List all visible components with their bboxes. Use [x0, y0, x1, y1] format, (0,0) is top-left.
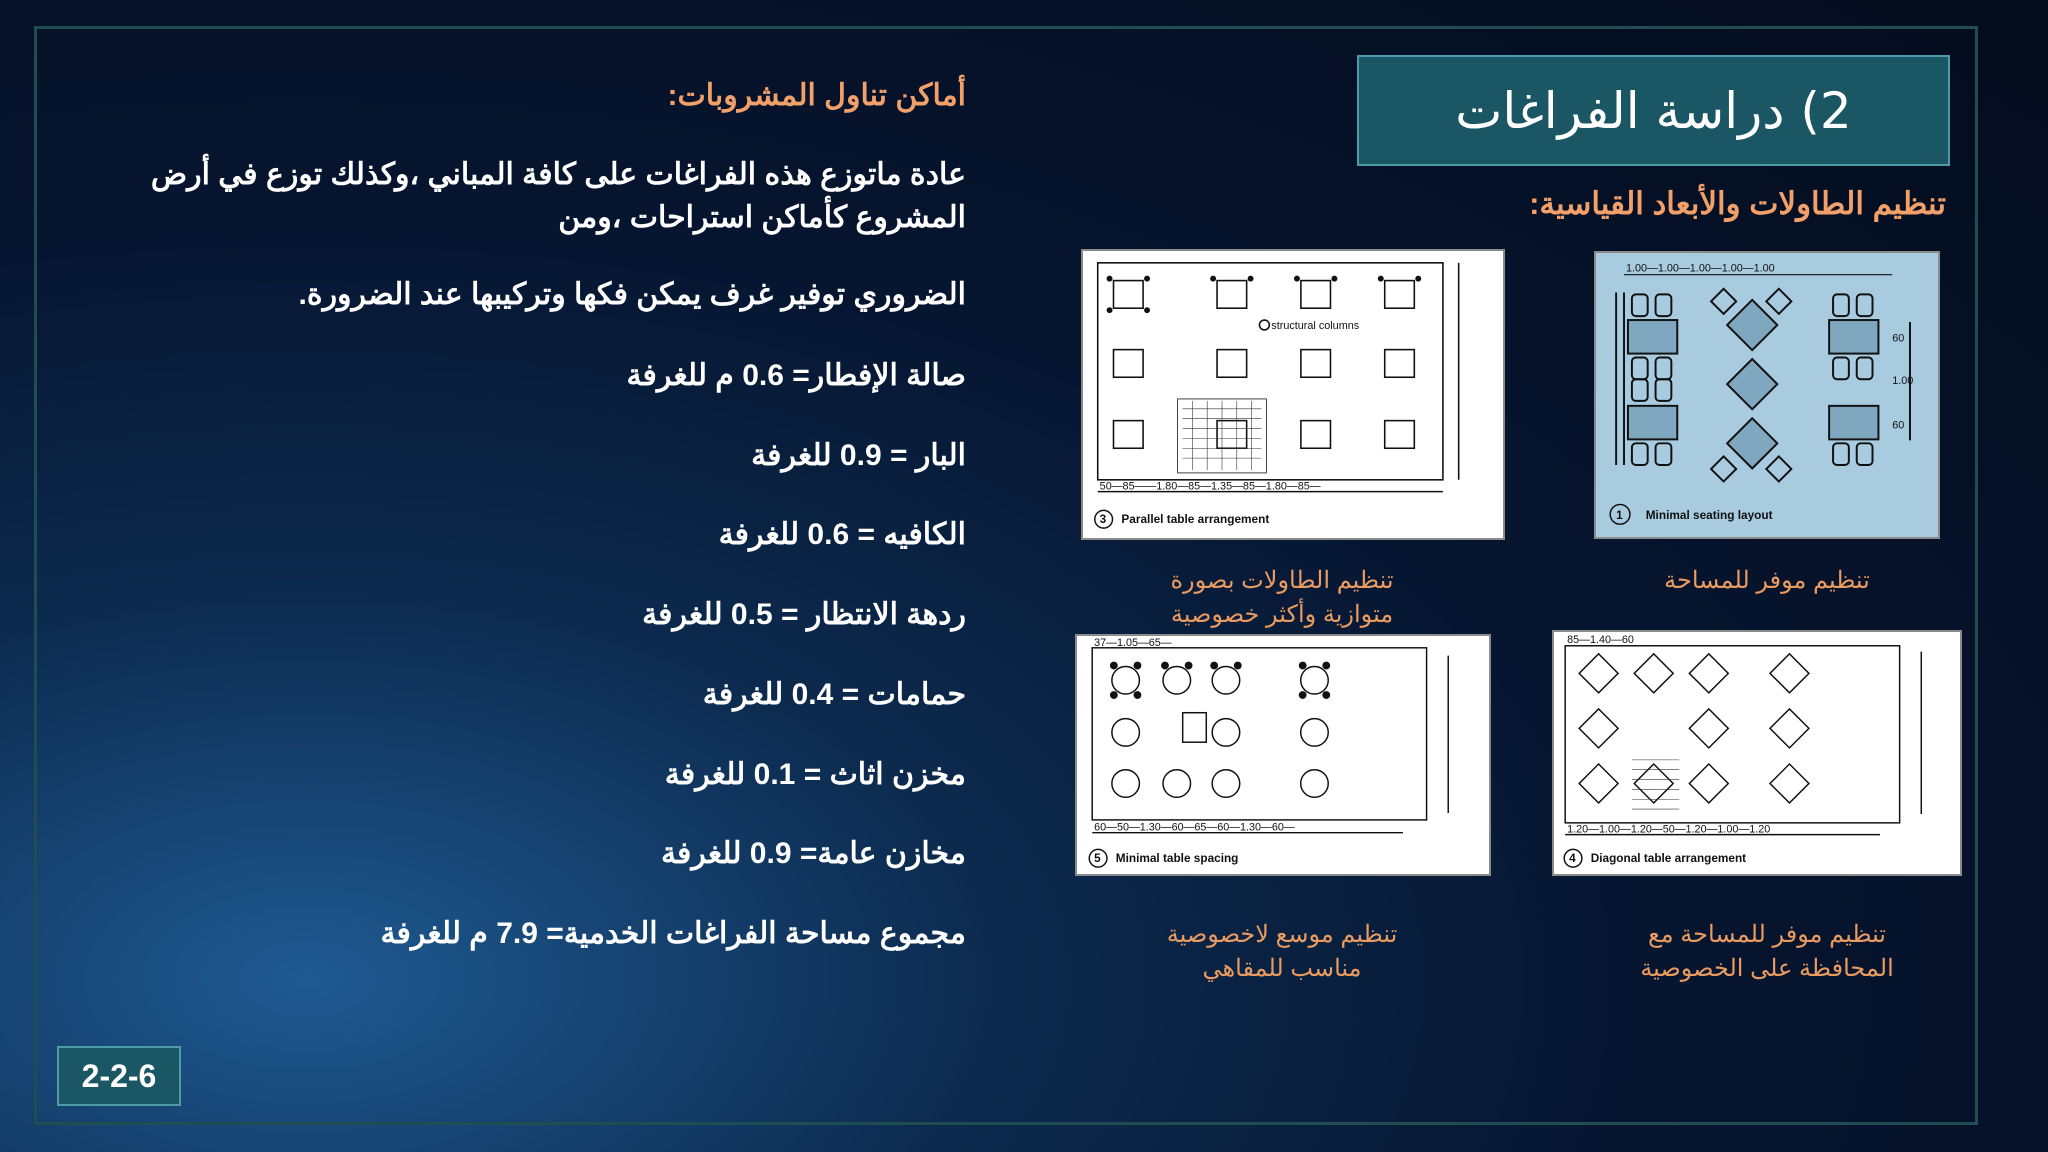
list-item: البار = 0.9 للغرفة [751, 439, 966, 472]
parallel-arrangement-drawing [1083, 251, 1503, 538]
svg-text:1.00: 1.00 [1892, 375, 1914, 388]
figure-parallel-arrangement [1081, 249, 1505, 540]
caption-parallel-arrangement [1112, 564, 1452, 632]
caption-minimal-spacing [1112, 918, 1452, 986]
figure-label: Diagonal table arrangement [1590, 851, 1747, 866]
caption-line: تنظيم موفر للمساحة [1664, 567, 1870, 594]
caption-line: تنظيم موفر للمساحة مع [1648, 921, 1886, 948]
list-item: حمامات = 0.4 للغرفة [702, 678, 966, 711]
figure-label: Parallel table arrangement [1121, 512, 1270, 527]
minimal-seating-drawing [1596, 253, 1938, 537]
page-number-badge: 2-2-6 [57, 1046, 181, 1106]
caption-diagonal-arrangement [1594, 918, 1940, 986]
diagonal-arrangement-drawing [1554, 632, 1960, 874]
svg-text:50—85——1.80—85—1.35—85—1.80—85: 50—85——1.80—85—1.35—85—1.80—85— [1099, 480, 1321, 493]
svg-text:3: 3 [1099, 512, 1107, 527]
list-item: الكافيه = 0.6 للغرفة [718, 518, 966, 551]
paragraph-intro: عادة ماتوزع هذه الفراغات على كافة المباني ،وكذلك توزع في أرض المشروع كأماكن استراحات ،ومن [150, 158, 966, 234]
svg-text:60—50—1.30—60—65—60—1.30—60—: 60—50—1.30—60—65—60—1.30—60— [1094, 821, 1295, 834]
caption-line: مناسب للمقاهي [1202, 955, 1362, 982]
minimal-spacing-drawing [1077, 636, 1489, 874]
list-item: مخزن اثاث = 0.1 للغرفة [664, 758, 966, 791]
svg-text:85—1.40—60: 85—1.40—60 [1567, 633, 1634, 646]
svg-text:1: 1 [1616, 508, 1623, 523]
figure-diagonal-arrangement [1552, 630, 1962, 876]
svg-text:37—1.05—65—: 37—1.05—65— [1094, 636, 1172, 649]
list-item: مجموع مساحة الفراغات الخدمية= 7.9 م للغرفة [380, 917, 966, 950]
svg-text:60: 60 [1892, 332, 1905, 345]
slide-subtitle: تنظيم الطاولات والأبعاد القياسية: [1529, 186, 1946, 221]
svg-text:1.00—1.00—1.00—1.00—1.00: 1.00—1.00—1.00—1.00—1.00 [1625, 262, 1775, 275]
list-item: صالة الإفطار= 0.6 م للغرفة [626, 359, 966, 392]
svg-text:1.20—1.00—1.20—50—1.20—1.00—1.: 1.20—1.00—1.20—50—1.20—1.00—1.20 [1567, 823, 1771, 836]
paragraph-continued: الضروري توفير غرف يمكن فكها وتركيبها عند الضرورة. [298, 278, 966, 311]
caption-minimal-seating [1594, 564, 1940, 598]
slide-title: 2) دراسة الفراغات [1357, 55, 1950, 166]
list-item: ردهة الانتظار = 0.5 للغرفة [642, 598, 966, 631]
figure-minimal-seating [1594, 251, 1940, 539]
caption-line: متوازية وأكثر خصوصية [1170, 601, 1394, 628]
svg-text:60: 60 [1892, 419, 1905, 432]
caption-line: المحافظة على الخصوصية [1640, 955, 1894, 982]
caption-line: تنظيم الطاولات بصورة [1170, 567, 1394, 594]
svg-text:4: 4 [1569, 851, 1576, 866]
section-heading: أماكن تناول المشروبات: [667, 79, 966, 112]
figure-label: Minimal seating layout [1645, 508, 1773, 523]
caption-line: تنظيم موسع لاخصوصية [1166, 921, 1398, 948]
figure-minimal-spacing [1075, 634, 1491, 876]
list-item: مخازن عامة= 0.9 للغرفة [660, 837, 966, 870]
svg-text:5: 5 [1094, 851, 1101, 866]
svg-text:structural columns: structural columns [1271, 319, 1360, 332]
figure-label: Minimal table spacing [1115, 851, 1239, 866]
